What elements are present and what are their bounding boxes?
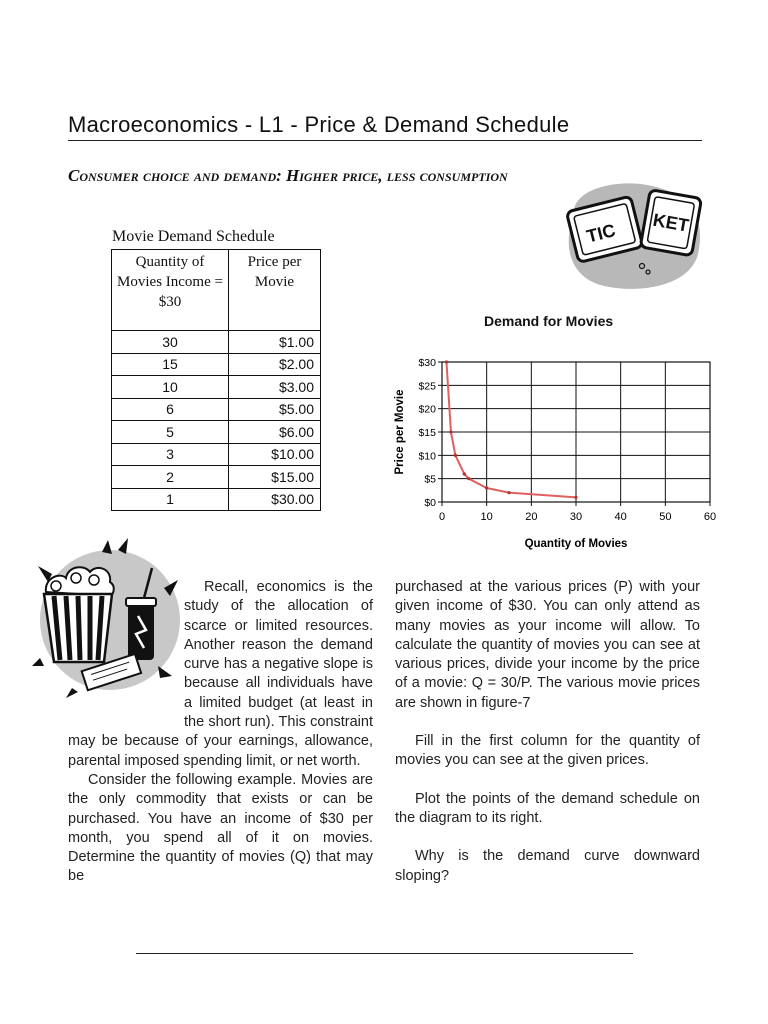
left-column-text: [68, 578, 373, 887]
quantity-cell: 30: [112, 331, 229, 354]
chart-title: Demand for Movies: [484, 313, 614, 329]
table-row: [112, 376, 321, 399]
quantity-cell: 10: [112, 376, 229, 399]
quantity-cell: 3: [112, 443, 229, 466]
x-axis-label: Quantity of Movies: [524, 538, 628, 550]
table-row: [112, 353, 321, 376]
data-point: [574, 496, 577, 499]
table-row: [112, 488, 321, 511]
table-row: [112, 331, 321, 354]
data-point: [454, 454, 457, 457]
x-tick-label: 0: [438, 511, 446, 523]
price-cell: $1.00: [229, 331, 321, 354]
quantity-cell: 6: [112, 398, 229, 421]
right-paragraph-1: purchased at the various prices (P) with your given income of $30. You can only attend as many movies as your income will allow. To calculate the quantity of movies you can see at various prices, divide your income by the price of a movie: Q = 30/P. The various movie prices are shown in figure-7: [395, 579, 700, 711]
table-caption: Movie Demand Schedule: [112, 228, 275, 245]
table-header-quantity: Quantity of Movies Income = $30: [112, 250, 229, 331]
footer-rule: [136, 953, 633, 954]
right-paragraph-3: Plot the points of the demand schedule on the diagram to its right.: [395, 790, 700, 826]
price-cell: $10.00: [229, 443, 321, 466]
table-row: [112, 421, 321, 444]
price-cell: $3.00: [229, 376, 321, 399]
data-point: [449, 430, 452, 433]
y-tick-label: $10: [418, 450, 436, 463]
demand-series-line: [446, 362, 576, 497]
y-tick-label: $5: [424, 473, 436, 486]
x-tick-label: 50: [659, 511, 672, 523]
price-cell: $2.00: [229, 353, 321, 376]
data-point: [445, 360, 448, 363]
y-tick-label: $25: [418, 380, 436, 393]
price-cell: $6.00: [229, 421, 321, 444]
price-cell: $30.00: [229, 488, 321, 511]
left-rest-text: least in the short run). This constraint may be because of your earnings, allowance, parental imposed spending limit, or net worth.: [68, 694, 373, 769]
quantity-cell: 1: [112, 488, 229, 511]
x-tick-label: 10: [480, 511, 493, 523]
x-tick-label: 40: [614, 511, 627, 523]
y-tick-label: $15: [418, 427, 436, 439]
right-paragraph-4: Why is the demand curve downward sloping?: [395, 848, 700, 884]
table-row: [112, 443, 321, 466]
quantity-cell: 15: [112, 353, 229, 376]
svg-text:KET: KET: [651, 209, 691, 236]
demand-schedule-table: [111, 249, 321, 511]
clipart-float-space: [68, 578, 184, 732]
data-point: [467, 477, 470, 480]
table-header-price: Price per Movie: [229, 250, 321, 331]
data-point: [507, 491, 510, 494]
table-row: [112, 398, 321, 421]
y-tick-label: $30: [418, 357, 436, 369]
right-column-text: [395, 578, 700, 886]
svg-text:TIC: TIC: [584, 220, 618, 247]
table-row: [112, 466, 321, 489]
ticket-clipart: [560, 176, 706, 294]
quantity-cell: 2: [112, 466, 229, 489]
price-cell: $15.00: [229, 466, 321, 489]
x-tick-label: 20: [525, 511, 538, 523]
section-subtitle: Consumer choice and demand: Higher price, less consumption: [68, 166, 508, 185]
data-point: [485, 486, 488, 489]
demand-chart: [388, 350, 728, 555]
data-point: [463, 472, 466, 475]
left-intro-text: Recall, economics is the study of the allocation of scarce or limited resources. Another reason the demand curve has a negative slope is because all individuals have a limited budget (at: [184, 579, 373, 711]
page-title: Macroeconomics - L1 - Price & Demand Schedule: [68, 112, 702, 141]
left-paragraph-2: Consider the following example. Movies are the only commodity that exists or can be purchased. You have an income of $30 per month, you spend all of it on movies. Determine the quantity of movies (Q) that may be: [68, 771, 373, 885]
quantity-cell: 5: [112, 421, 229, 444]
y-axis-label: Price per Movie: [394, 389, 406, 475]
x-tick-label: 60: [703, 511, 717, 523]
y-tick-label: $0: [424, 497, 436, 509]
price-cell: $5.00: [229, 398, 321, 421]
right-paragraph-2: Fill in the first column for the quantity of movies you can see at the given prices.: [395, 733, 700, 769]
y-tick-label: $20: [418, 403, 436, 416]
x-tick-label: 30: [569, 511, 583, 523]
